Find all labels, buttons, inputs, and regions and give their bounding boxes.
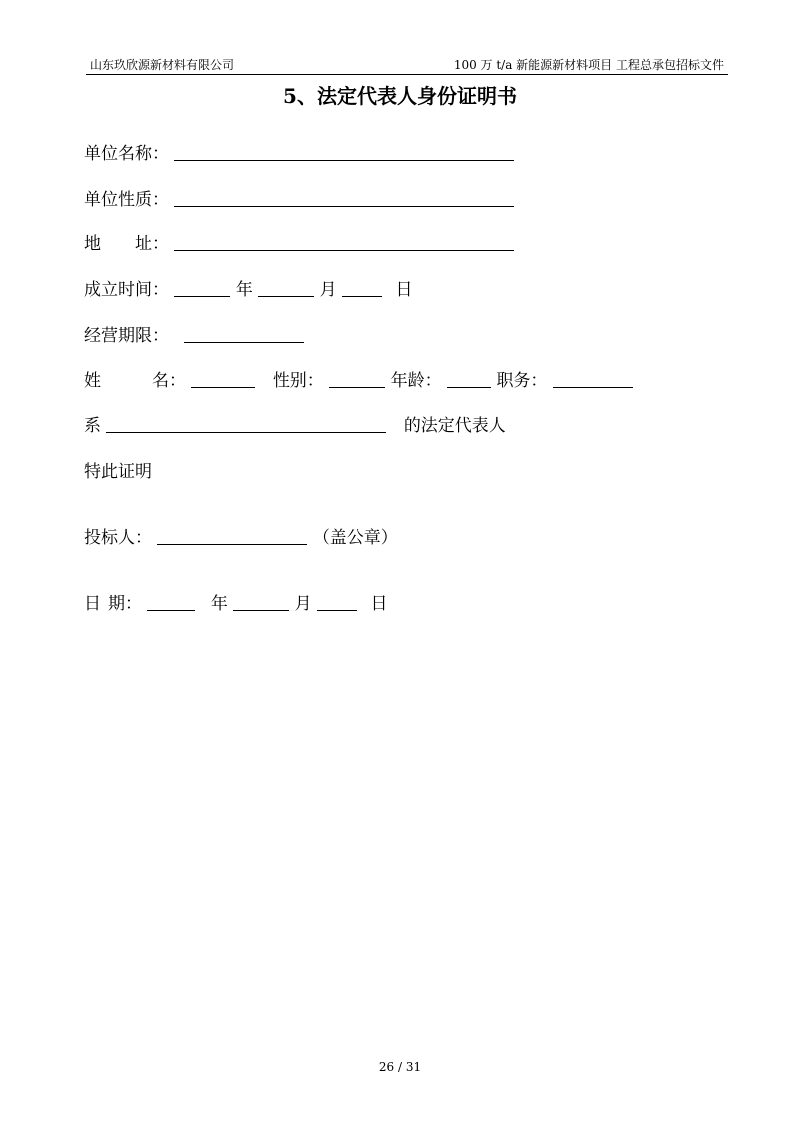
header-project: 100 万 t/a 新能源新材料项目 工程总承包招标文件 — [453, 58, 724, 72]
year-label: 年 — [235, 280, 253, 300]
established-label: 成立时间： — [84, 280, 169, 300]
date-year-label: 年 — [210, 594, 228, 614]
date-year-field[interactable] — [147, 590, 195, 611]
unit-nature-label: 单位性质： — [84, 190, 169, 210]
position-label: 职务： — [496, 371, 548, 391]
day-label: 日 — [395, 280, 413, 300]
business-term-label: 经营期限： — [84, 326, 169, 346]
xi-label: 系 — [84, 416, 101, 436]
gender-label: 性别： — [272, 371, 324, 391]
age-label: 年龄： — [390, 371, 442, 391]
bidder-row — [84, 524, 398, 552]
unit-name-row — [84, 140, 514, 168]
date-month-label: 月 — [294, 594, 312, 614]
unit-nature-field[interactable] — [174, 186, 514, 207]
address-label-char-2: 址： — [135, 234, 169, 254]
bidder-label: 投标人： — [84, 528, 152, 548]
certify-text: 特此证明 — [84, 462, 152, 482]
bidder-field[interactable] — [157, 524, 307, 545]
certify-row — [84, 458, 152, 486]
page-number: 26 / 31 — [378, 1060, 422, 1074]
date-label-char-2: 期： — [108, 594, 142, 614]
name-field[interactable] — [191, 367, 255, 388]
established-day-field[interactable] — [342, 276, 382, 297]
date-month-field[interactable] — [233, 590, 289, 611]
address-field[interactable] — [174, 230, 514, 251]
business-term-field[interactable] — [184, 322, 304, 343]
company-field[interactable] — [106, 412, 386, 433]
page-title: 5、法定代表人身份证明书 — [283, 84, 517, 108]
seal-text: （盖公章） — [312, 528, 398, 548]
date-day-label: 日 — [370, 594, 388, 614]
name-label-char-2: 名： — [152, 371, 186, 391]
date-row — [84, 590, 387, 618]
unit-nature-row — [84, 186, 514, 214]
legal-rep-row — [84, 412, 506, 440]
unit-name-label: 单位名称： — [84, 144, 169, 164]
page-header — [86, 56, 724, 74]
established-year-field[interactable] — [174, 276, 230, 297]
established-month-field[interactable] — [258, 276, 314, 297]
address-row — [84, 230, 514, 258]
date-day-field[interactable] — [317, 590, 357, 611]
month-label: 月 — [319, 280, 337, 300]
legal-rep-suffix: 的法定代表人 — [403, 416, 506, 436]
gender-field[interactable] — [329, 367, 385, 388]
position-field[interactable] — [553, 367, 633, 388]
age-field[interactable] — [447, 367, 491, 388]
date-label-char-1: 日 — [84, 594, 101, 614]
business-term-row — [84, 322, 304, 350]
header-company: 山东玖欣源新材料有限公司 — [90, 58, 235, 72]
header-divider — [86, 74, 728, 75]
name-label-char-1: 姓 — [84, 371, 101, 391]
address-label-char-1: 地 — [84, 234, 101, 254]
unit-name-field[interactable] — [174, 140, 514, 161]
established-row — [84, 276, 412, 304]
personal-info-row — [84, 367, 633, 395]
